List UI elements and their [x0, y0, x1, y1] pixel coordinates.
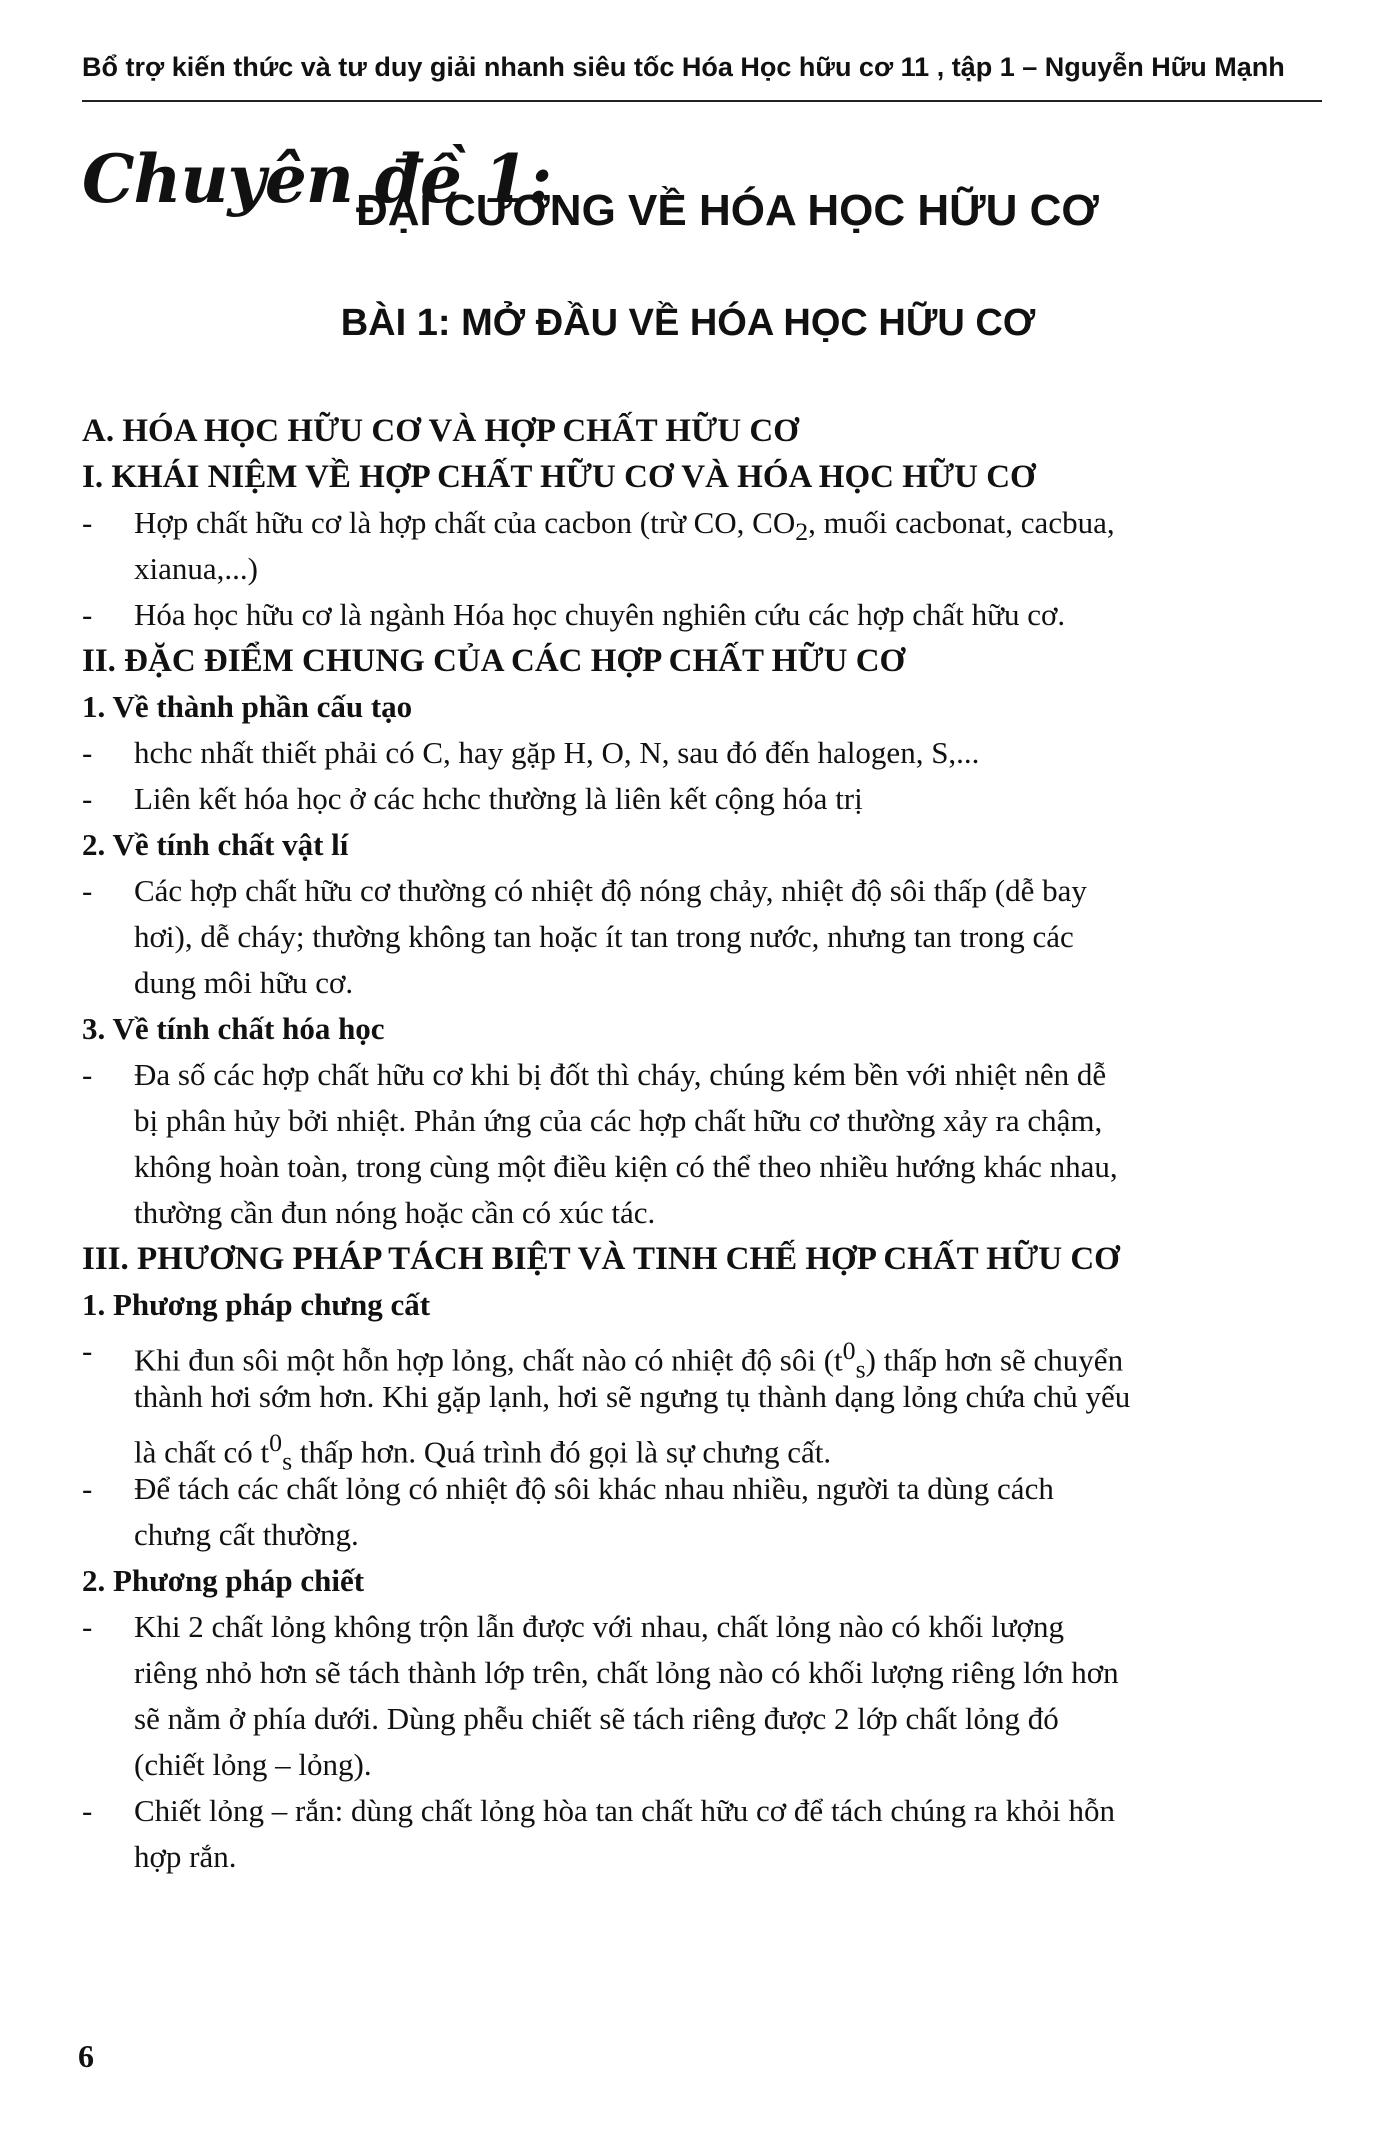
text: Đa số các hợp chất hữu cơ khi bị đốt thì cháy, chúng kém bền với nhiệt nên dễ [134, 1057, 1107, 1092]
list-item [82, 1788, 1322, 1834]
section-a-heading: A. HÓA HỌC HỮU CƠ VÀ HỢP CHẤT HỮU CƠ [82, 413, 799, 449]
text: ) thấp hơn sẽ chuyển [865, 1342, 1124, 1378]
text: Các hợp chất hữu cơ thường có nhiệt độ nóng chảy, nhiệt độ sôi thấp (dễ bay [134, 873, 1087, 908]
list-item-continuation: thành hơi sớm hơn. Khi gặp lạnh, hơi sẽ ngưng tụ thành dạng lỏng chứa chủ yếu [134, 1379, 1131, 1414]
list-item [82, 1466, 1322, 1512]
text: thấp hơn. Quá trình đó gọi là sự chưng cất. [292, 1434, 832, 1470]
page-number: 6 [78, 2038, 94, 2074]
bullet: - [82, 873, 93, 908]
list-item [82, 1328, 1322, 1384]
chapter-label: Chuyên đề 1: [82, 140, 552, 218]
text: , muối cacbonat, cacbua, [808, 505, 1115, 540]
list-item-continuation: xianua,...) [134, 551, 258, 586]
list-item [82, 592, 1322, 638]
list-item-continuation: thường cần đun nóng hoặc cần có xúc tác. [134, 1195, 656, 1230]
text: Liên kết hóa học ở các hchc thường là liên kết cộng hóa trị [134, 781, 863, 816]
content-body [82, 408, 1322, 1880]
text: Hóa học hữu cơ là ngành Hóa học chuyên nghiên cứu các hợp chất hữu cơ. [134, 597, 1066, 632]
list-item-continuation: dung môi hữu cơ. [134, 965, 354, 1000]
bullet: - [82, 781, 93, 816]
lesson-title: BÀI 1: MỞ ĐẦU VỀ HÓA HỌC HỮU CƠ [340, 302, 1036, 344]
text: Để tách các chất lỏng có nhiệt độ sôi khác nhau nhiều, người ta dùng cách [134, 1471, 1054, 1506]
bullet: - [82, 505, 93, 540]
subscript: s [855, 1354, 866, 1384]
list-item [82, 1604, 1322, 1650]
subsection-heading: 1. Phương pháp chưng cất [82, 1287, 431, 1322]
subsection-heading: 2. Về tính chất vật lí [82, 827, 349, 862]
section-1-heading: I. KHÁI NIỆM VỀ HỢP CHẤT HỮU CƠ VÀ HÓA HỌC HỮU CƠ [82, 459, 1036, 495]
list-item-continuation: chưng cất thường. [134, 1517, 359, 1552]
text: Chiết lỏng – rắn: dùng chất lỏng hòa tan chất hữu cơ để tách chúng ra khỏi hỗn [134, 1793, 1116, 1828]
list-item [82, 500, 1322, 546]
header-rule [82, 100, 1322, 102]
list-item-continuation: hơi), dễ cháy; thường không tan hoặc ít tan trong nước, nhưng tan trong các [134, 919, 1074, 954]
text: Hợp chất hữu cơ là hợp chất của cacbon (trừ CO, CO [134, 505, 796, 540]
subsection-heading: 1. Về thành phần cấu tạo [82, 689, 413, 724]
bullet: - [82, 735, 93, 770]
list-item-continuation: bị phân hủy bởi nhiệt. Phản ứng của các hợp chất hữu cơ thường xảy ra chậm, [134, 1103, 1103, 1138]
section-2-heading: II. ĐẶC ĐIỂM CHUNG CỦA CÁC HỢP CHẤT HỮU CƠ [82, 643, 906, 679]
list-item-continuation: sẽ nằm ở phía dưới. Dùng phễu chiết sẽ tách riêng được 2 lớp chất lỏng đó [134, 1701, 1059, 1736]
bullet: - [82, 1333, 93, 1368]
bullet: - [82, 1609, 93, 1644]
text: hchc nhất thiết phải có C, hay gặp H, O, N, sau đó đến halogen, S,... [134, 735, 980, 770]
list-item [82, 1052, 1322, 1098]
text: Khi đun sôi một hỗn hợp lỏng, chất nào có nhiệt độ sôi (t [134, 1342, 843, 1378]
subscript: 2 [795, 517, 809, 547]
list-item-continuation: (chiết lỏng – lỏng). [134, 1747, 372, 1782]
list-item [82, 730, 1322, 776]
text: là chất có t [134, 1434, 270, 1470]
text: Khi 2 chất lỏng không trộn lẫn được với nhau, chất lỏng nào có khối lượng [134, 1609, 1064, 1644]
running-header: Bổ trợ kiến thức và tư duy giải nhanh siêu tốc Hóa Học hữu cơ 11 , tập 1 – Nguyễn Hữu Mạnh [82, 52, 1285, 82]
subscript: s [282, 1446, 293, 1476]
chapter-title: ĐẠI CƯƠNG VỀ HÓA HỌC HỮU CƠ [356, 186, 1099, 235]
list-item-continuation: hợp rắn. [134, 1839, 237, 1874]
bullet: - [82, 1057, 93, 1092]
superscript: 0 [269, 1428, 283, 1457]
list-item-continuation: riêng nhỏ hơn sẽ tách thành lớp trên, chất lỏng nào có khối lượng riêng lớn hơn [134, 1655, 1119, 1690]
subsection-heading: 3. Về tính chất hóa học [82, 1011, 385, 1046]
bullet: - [82, 1793, 93, 1828]
list-item-continuation: không hoàn toàn, trong cùng một điều kiện có thể theo nhiều hướng khác nhau, [134, 1149, 1118, 1184]
section-3-heading: III. PHƯƠNG PHÁP TÁCH BIỆT VÀ TINH CHẾ HỢP CHẤT HỮU CƠ [82, 1241, 1120, 1277]
list-item [82, 776, 1322, 822]
bullet: - [82, 1471, 93, 1506]
list-item [82, 868, 1322, 914]
subsection-heading: 2. Phương pháp chiết [82, 1563, 365, 1598]
bullet: - [82, 597, 93, 632]
superscript: 0 [842, 1336, 856, 1365]
list-item-continuation [82, 1420, 1322, 1476]
